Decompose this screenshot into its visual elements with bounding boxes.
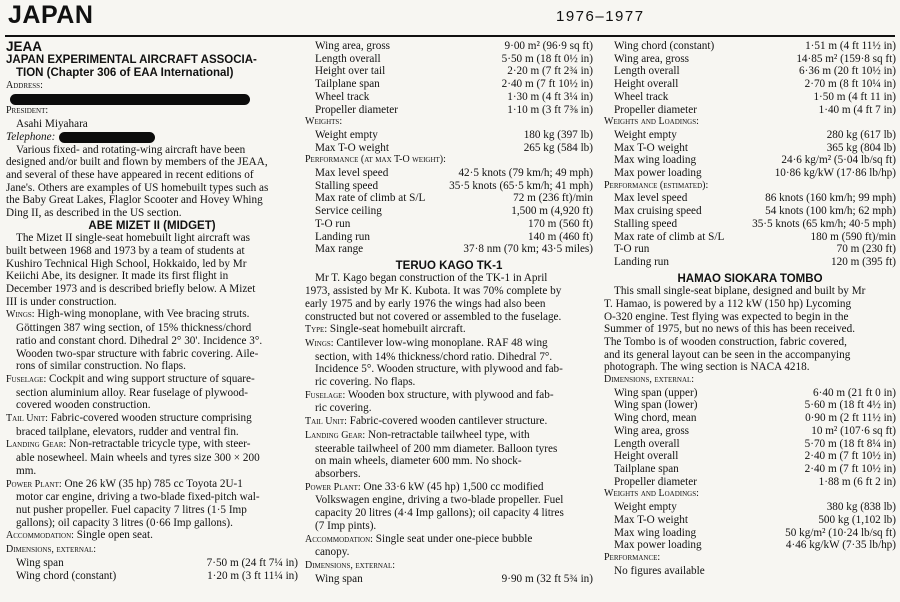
spec-row: [305, 129, 593, 142]
spec-label: Height overall: [614, 78, 679, 91]
spec-value: 2·70 m (8 ft 10¼ in): [804, 78, 896, 91]
spec-value: 265 kg (584 lb): [523, 141, 593, 154]
spec-row: [305, 205, 593, 218]
spec-value: 5·60 m (18 ft 4½ in): [804, 399, 896, 412]
spec-value: 86 knots (160 km/h; 99 mph): [765, 192, 896, 205]
spec-value: 1·20 m (3 ft 11¼ in): [207, 569, 298, 582]
spec-label: Wing area, gross: [614, 424, 690, 437]
spec-heading: Fuselage:: [305, 389, 346, 401]
tombo-text-line: photograph. The wing section is NACA 4218.: [604, 361, 810, 374]
spec-heading: Power Plant:: [305, 481, 361, 493]
spec-heading: Accommodation:: [305, 533, 373, 545]
spec-value: 5·50 m (18 ft 0½ in): [501, 52, 593, 65]
spec-row: [604, 65, 896, 78]
spec-label: Wing span (upper): [614, 386, 698, 399]
performance-label: Performance (estimated):: [604, 179, 709, 191]
spec-value: 500 kg (1,102 lb): [818, 513, 896, 526]
spec-text: on main wheels, diameter 600 mm. No shock-: [315, 455, 522, 468]
spec-text: Volkswagen engine, driving a two-blade propeller. Fuel: [315, 494, 564, 507]
spec-row: [604, 91, 896, 104]
spec-row: [604, 167, 896, 180]
spec-label: Tailplane span: [315, 78, 380, 91]
spec-label: Max range: [315, 243, 364, 256]
spec-value: 2·40 m (7 ft 10½ in): [804, 463, 896, 475]
intro-text-line: the Baby Great Lakes, Flaglor Scooter and Hovey Whing: [6, 194, 263, 207]
spec-value: 180 kg (397 lb): [523, 128, 593, 141]
spec-value: 9·90 m (32 ft 5¾ in): [501, 572, 593, 585]
spec-label: Stalling speed: [614, 217, 678, 230]
spec-row: [305, 53, 593, 66]
spec-text-line: [6, 491, 298, 504]
spec-row: [604, 539, 896, 552]
spec-label: Wing chord (constant): [614, 40, 715, 52]
spec-text: ric covering. No flaps.: [315, 376, 416, 389]
spec-value: 6·40 m (21 ft 0 in): [813, 386, 896, 399]
spec-label: Wing area, gross: [315, 40, 391, 52]
spec-heading: Landing Gear:: [305, 429, 366, 441]
spec-text: ric covering.: [315, 402, 372, 415]
spec-value: 24·6 kg/m² (5·04 lb/sq ft): [781, 154, 896, 167]
spec-row: [604, 463, 896, 476]
country-heading: JAPAN: [8, 1, 94, 29]
spec-label: T-O run: [315, 217, 351, 230]
spec-text: gallons); oil capacity 3 litres (0·66 Imp gallons).: [16, 516, 233, 529]
spec-row: [604, 205, 896, 218]
spec-label: Propeller diameter: [614, 103, 697, 116]
spec-heading: Landing Gear:: [6, 439, 67, 451]
spec-text-line: [305, 443, 593, 456]
spec-heading: Type:: [305, 324, 328, 336]
tombo-text-line: T. Hamao, is powered by a 112 kW (150 hp) Lycoming: [604, 297, 852, 310]
spec-label: Max T-O weight: [614, 141, 688, 154]
spec-label: Wing span (lower): [614, 399, 698, 412]
spec-value: 2·40 m (7 ft 10½ in): [804, 450, 896, 463]
spec-text: Cockpit and wing support structure of square-: [49, 372, 255, 385]
spec-label: Landing run: [614, 255, 669, 268]
address-line: [6, 79, 298, 93]
spec-text-line: [305, 481, 593, 495]
tombo-text-line: and its general layout can be seen in the accompanying: [604, 348, 851, 361]
spec-label: T-O run: [614, 243, 650, 256]
spec-value: 170 m (560 ft): [528, 217, 593, 230]
spec-text: rons of similar construction. No flaps.: [16, 360, 186, 373]
spec-row: [604, 40, 896, 53]
spec-text: Wooden box structure, with plywood and fab-: [347, 388, 554, 401]
spec-text: Fabric-covered wooden cantilever structure.: [349, 415, 548, 428]
intro-text-line: and several of these have appeared in recent editions of: [6, 168, 254, 181]
spec-value: 280 kg (617 lb): [826, 128, 896, 141]
spec-value: 14·85 m² (159·8 sq ft): [796, 52, 896, 65]
kago-text-line: Mr T. Kago began construction of the TK-1 in April: [315, 272, 548, 285]
spec-text: braced tailplane, elevators, rudder and ventral fin.: [16, 425, 239, 438]
tombo-title: HAMAO SIOKARA TOMBO: [677, 272, 823, 285]
spec-text-line: [305, 323, 593, 337]
spec-label: Stalling speed: [315, 179, 379, 192]
spec-text-line: [6, 348, 298, 361]
spec-text-line: [305, 494, 593, 507]
tombo-text-line: Summer of 1975, but no news of this has been received.: [604, 323, 856, 336]
spec-text-line: [6, 517, 298, 530]
spec-text: section, with 14% thickness/chord ratio. Dihedral 7°.: [315, 350, 553, 363]
spec-heading: Dimensions, external:: [305, 559, 396, 571]
spec-label: Max wing loading: [614, 526, 697, 539]
spec-row: [604, 476, 896, 489]
spec-heading: Fuselage:: [6, 373, 47, 385]
spec-text: section aluminium alloy. Rear fuselage of plywood-: [16, 386, 248, 399]
spec-text-line: [305, 389, 593, 403]
spec-label: Service ceiling: [315, 205, 382, 218]
intro-text-line: Jane's. Others are examples of US homebuilt types such as: [6, 181, 269, 194]
spec-text: Single seat under one-piece bubble: [375, 532, 533, 545]
spec-value: 120 m (395 ft): [831, 255, 896, 268]
spec-text-line: [305, 415, 593, 429]
spec-value: 70 m (230 ft): [836, 243, 896, 256]
spec-text: Cantilever low-wing monoplane. RAF 48 wing: [336, 336, 548, 349]
spec-text: Single-seat homebuilt aircraft.: [329, 323, 466, 336]
spec-text: able nosewheel. Main wheels and tyres size 300 × 200: [16, 452, 260, 465]
spec-label: Max cruising speed: [614, 205, 702, 218]
spec-text-line: [6, 478, 298, 492]
spec-label: Max power loading: [614, 167, 702, 180]
spec-label: Length overall: [614, 437, 680, 450]
spec-row: [305, 192, 593, 205]
weights-label: Weights:: [305, 116, 343, 128]
spec-row: [305, 243, 593, 256]
spec-label: Wheel track: [315, 90, 370, 103]
spec-row: [604, 514, 896, 527]
spec-label: Propeller diameter: [614, 475, 697, 488]
weights-loadings-label: Weights and Loadings:: [604, 488, 699, 500]
org-acronym: JEAA: [6, 40, 43, 54]
spec-row: [604, 387, 896, 400]
spec-text-line: [305, 402, 593, 415]
spec-value: 6·36 m (20 ft 10½ in): [799, 65, 896, 78]
weights-loadings-label: Weights and Loadings:: [604, 116, 699, 128]
spec-text: Non-retractable tricycle type, with steer-: [69, 438, 251, 451]
spec-row: [6, 557, 298, 570]
spec-value: 2·20 m (7 ft 2¾ in): [507, 65, 593, 78]
spec-row: [604, 154, 896, 167]
spec-row: [305, 104, 593, 117]
org-name-line: TION (Chapter 306 of EAA International): [16, 66, 234, 79]
column-1: [6, 40, 298, 582]
spec-row: [604, 142, 896, 155]
spec-text-line: [305, 455, 593, 468]
spec-text-line: [6, 412, 298, 426]
spec-value: 37·8 nm (70 km; 43·5 miles): [463, 243, 593, 256]
spec-text-line: [6, 452, 298, 465]
column-2: [305, 40, 593, 585]
spec-row: [305, 78, 593, 91]
edition-years: 1976–1977: [556, 8, 645, 25]
president-label: President:: [6, 105, 49, 117]
spec-label: Weight empty: [614, 501, 677, 514]
spec-value: 140 m (460 ft): [528, 230, 593, 243]
intro-text-line: designed and/or built and flown by members of the JEAA,: [6, 156, 268, 169]
spec-text-line: [305, 376, 593, 389]
spec-text-line: [305, 363, 593, 376]
spec-label: Max rate of climb at S/L: [614, 230, 725, 243]
spec-row: [604, 256, 896, 269]
redaction-bar: [59, 132, 155, 143]
spec-row: [604, 527, 896, 540]
kago-text-line: constructed but not covered or assembled to the fuselage.: [305, 310, 562, 323]
spec-row: [604, 425, 896, 438]
spec-text: motor car engine, driving a two-blade fixed-pitch wal-: [16, 491, 260, 504]
spec-row: [604, 129, 896, 142]
spec-value: 1·88 m (6 ft 2 in): [818, 475, 896, 488]
spec-value: 9·00 m² (96·9 sq ft): [504, 40, 593, 52]
spec-text-line: [305, 429, 593, 443]
spec-text: steerable tailwheel of 200 mm diameter. Balloon tyres: [315, 442, 558, 455]
spec-row: [305, 218, 593, 231]
spec-text: Göttingen 387 wing section, of 15% thickness/chord: [16, 322, 252, 335]
dimensions-label: Dimensions, external:: [604, 374, 695, 386]
spec-value: 10·86 kg/kW (17·86 lb/hp): [774, 167, 896, 180]
abe-text-line: December 1973 and is described briefly below. A Mizet: [6, 283, 256, 296]
spec-row: [604, 501, 896, 514]
president-name: Asahi Miyahara: [16, 118, 88, 131]
spec-row: [6, 570, 298, 583]
abe-mizet-title: ABE MIZET II (MIDGET): [88, 219, 216, 232]
spec-text-line: [6, 465, 298, 478]
spec-label: Tailplane span: [614, 463, 679, 475]
spec-value: 365 kg (804 lb): [826, 141, 896, 154]
spec-text: canopy.: [315, 546, 350, 559]
kago-text-line: early 1975 and by early 1976 the wings had also been: [305, 297, 546, 310]
abe-text-line: The Mizet II single-seat homebuilt light aircraft was: [16, 232, 250, 245]
spec-label: Length overall: [315, 52, 381, 65]
spec-label: Wing chord, mean: [614, 412, 697, 425]
spec-label: Wing chord (constant): [16, 569, 117, 582]
abe-text-line: III is under construction.: [6, 295, 117, 308]
spec-text: capacity 20 litres (4·4 Imp gallons); oil capacity 4 litres: [315, 507, 564, 520]
spec-text: Single open seat.: [76, 529, 153, 542]
spec-text: nut pusher propeller. Fuel capacity 7 litres (1·5 Imp: [16, 504, 247, 516]
spec-text: ratio and constant chord. Dihedral 2° 30'. Incidence 3°.: [16, 334, 263, 347]
spec-text-line: [6, 322, 298, 335]
spec-heading: Tail Unit:: [305, 416, 347, 428]
spec-value: 180 m (590 ft)/min: [810, 230, 896, 243]
redaction-bar: [10, 94, 250, 105]
spec-text: Fabric-covered wooden structure comprising: [50, 412, 252, 425]
spec-text-line: [305, 533, 593, 547]
spec-text-line: [6, 360, 298, 373]
spec-row: [604, 450, 896, 463]
spec-text: absorbers.: [315, 468, 361, 480]
spec-label: Propeller diameter: [315, 103, 398, 116]
redacted-address: [6, 93, 298, 106]
spec-text-line: [305, 351, 593, 364]
spec-value: 50 kg/m² (10·24 lb/sq ft): [785, 526, 896, 539]
spec-row: [305, 40, 593, 53]
abe-text-line: built between 1968 and 1973 by a team of students at: [6, 244, 245, 257]
spec-row: [305, 65, 593, 78]
spec-text-line: [6, 426, 298, 439]
tombo-text-line: O-320 engine. Test flying was expected to begin in the: [604, 310, 849, 323]
spec-heading: Wings:: [305, 337, 334, 349]
spec-row: [604, 104, 896, 117]
spec-value: 1·50 m (4 ft 11 in): [813, 90, 896, 103]
spec-value: 1·51 m (4 ft 11½ in): [805, 40, 896, 52]
spec-label: Height over tail: [315, 65, 386, 78]
spec-text-line: [305, 337, 593, 351]
spec-text-line: [305, 468, 593, 481]
telephone-label: Telephone:: [6, 130, 56, 143]
spec-text: Incidence 5°. Wooden structure, with plywood and fab-: [315, 363, 563, 376]
org-name-line: JAPAN EXPERIMENTAL AIRCRAFT ASSOCIA-: [6, 54, 257, 66]
spec-text: One 33·6 kW (45 hp) 1,500 cc modified: [363, 480, 544, 493]
spec-text: mm.: [16, 464, 37, 477]
spec-text: Non-retractable tailwheel type, with: [368, 428, 530, 441]
spec-label: Max power loading: [614, 539, 702, 552]
spec-row: [305, 573, 593, 586]
spec-value: 35·5 knots (65·5 km/h; 41 mph): [449, 179, 593, 192]
intro-text-line: Various fixed- and rotating-wing aircraft have been: [16, 143, 246, 156]
column-3: [604, 40, 896, 577]
spec-label: Weight empty: [315, 128, 378, 141]
spec-row: [305, 231, 593, 244]
spec-value: 380 kg (838 lb): [826, 501, 896, 514]
spec-row: [305, 167, 593, 180]
kago-text-line: 1973, assisted by Mr K. Kubota. It was 70% complete by: [305, 285, 562, 298]
spec-value: 1·40 m (4 ft 7 in): [818, 103, 896, 116]
intro-text-line: Ding II, as described in the US section.: [6, 207, 182, 220]
spec-value: 4·46 kg/kW (7·35 lb/hp): [785, 539, 896, 552]
kago-title: TERUO KAGO TK-1: [395, 259, 503, 272]
spec-value: 1,500 m (4,920 ft): [511, 205, 593, 218]
header-rule: [5, 35, 895, 37]
spec-label: Wheel track: [614, 90, 669, 103]
spec-label: Height overall: [614, 450, 679, 463]
spec-text: (7 Imp pints).: [315, 519, 377, 532]
spec-text: Wooden two-spar structure with fabric covering. Aile-: [16, 347, 259, 360]
spec-row: [305, 142, 593, 155]
spec-value: 7·50 m (24 ft 7¼ in): [206, 556, 298, 569]
spec-text-line: [6, 543, 298, 557]
spec-label: Max T-O weight: [315, 141, 389, 154]
spec-row: [604, 78, 896, 91]
spec-text: One 26 kW (35 hp) 785 cc Toyota 2U-1: [64, 477, 243, 490]
spec-row: [604, 231, 896, 244]
spec-value: 10 m² (107·6 sq ft): [811, 424, 896, 437]
spec-text-line: [6, 308, 298, 322]
spec-label: Wing span: [16, 556, 64, 569]
tombo-text-line: The Tombo is of wooden construction, fabric covered,: [604, 335, 847, 348]
spec-heading: Wings:: [6, 309, 35, 321]
spec-text-line: [6, 529, 298, 543]
spec-row: [604, 438, 896, 451]
performance-label: Performance (at max T-O weight):: [305, 154, 446, 166]
spec-text-line: [6, 373, 298, 387]
spec-value: 1·30 m (4 ft 3¼ in): [507, 90, 593, 103]
spec-heading: Dimensions, external:: [6, 544, 97, 556]
performance-note: No figures available: [614, 564, 705, 577]
spec-row: [604, 53, 896, 66]
spec-text-line: [305, 559, 593, 573]
spec-text-line: [6, 387, 298, 400]
performance-label: Performance:: [604, 551, 661, 563]
spec-heading: Accommodation:: [6, 530, 74, 542]
spec-label: Max wing loading: [614, 154, 697, 167]
spec-row: [604, 192, 896, 205]
spec-text-line: [6, 438, 298, 452]
spec-row: [305, 180, 593, 193]
spec-text-line: [305, 520, 593, 533]
spec-label: Landing run: [315, 230, 370, 243]
spec-value: 2·40 m (7 ft 10½ in): [501, 78, 593, 91]
spec-value: 72 m (236 ft)/min: [513, 192, 593, 205]
spec-row: [604, 218, 896, 231]
spec-label: Max level speed: [315, 167, 389, 180]
spec-value: 35·5 knots (65 km/h; 40·5 mph): [752, 217, 896, 230]
spec-label: Length overall: [614, 65, 680, 78]
spec-row: [305, 91, 593, 104]
spec-text-line: [305, 546, 593, 559]
telephone-line: [6, 131, 298, 144]
spec-text-line: [6, 335, 298, 348]
spec-label: Max T-O weight: [614, 513, 688, 526]
spec-label: Max level speed: [614, 192, 688, 205]
address-label: Address:: [6, 80, 43, 91]
spec-text-line: [305, 507, 593, 520]
spec-row: [604, 412, 896, 425]
spec-value: 1·10 m (3 ft 7⅜ in): [507, 103, 593, 116]
spec-value: 0·90 m (2 ft 11½ in): [805, 412, 896, 425]
spec-row: [604, 243, 896, 256]
spec-value: 5·70 m (18 ft 8¼ in): [804, 437, 896, 450]
spec-heading: Power Plant:: [6, 478, 62, 490]
tombo-text-line: This small single-seat biplane, designed and built by Mr: [614, 285, 866, 298]
spec-text-line: [6, 504, 298, 517]
spec-heading: Tail Unit:: [6, 413, 48, 425]
abe-text-line: Keiichi Abe, its designer. It made its first flight in: [6, 270, 229, 283]
spec-row: [604, 399, 896, 412]
spec-text-line: [6, 399, 298, 412]
spec-label: Weight empty: [614, 128, 677, 141]
spec-label: Max rate of climb at S/L: [315, 192, 426, 205]
spec-value: 54 knots (100 km/h; 62 mph): [765, 205, 896, 218]
spec-label: Wing span: [315, 572, 363, 585]
spec-label: Wing area, gross: [614, 52, 690, 65]
spec-text: High-wing monoplane, with Vee bracing struts.: [37, 308, 250, 321]
spec-value: 42·5 knots (79 km/h; 49 mph): [458, 167, 593, 180]
abe-text-line: Kushiro Technical High School, Hokkaido, led by Mr: [6, 257, 247, 270]
spec-text: covered wooden construction.: [16, 399, 151, 412]
